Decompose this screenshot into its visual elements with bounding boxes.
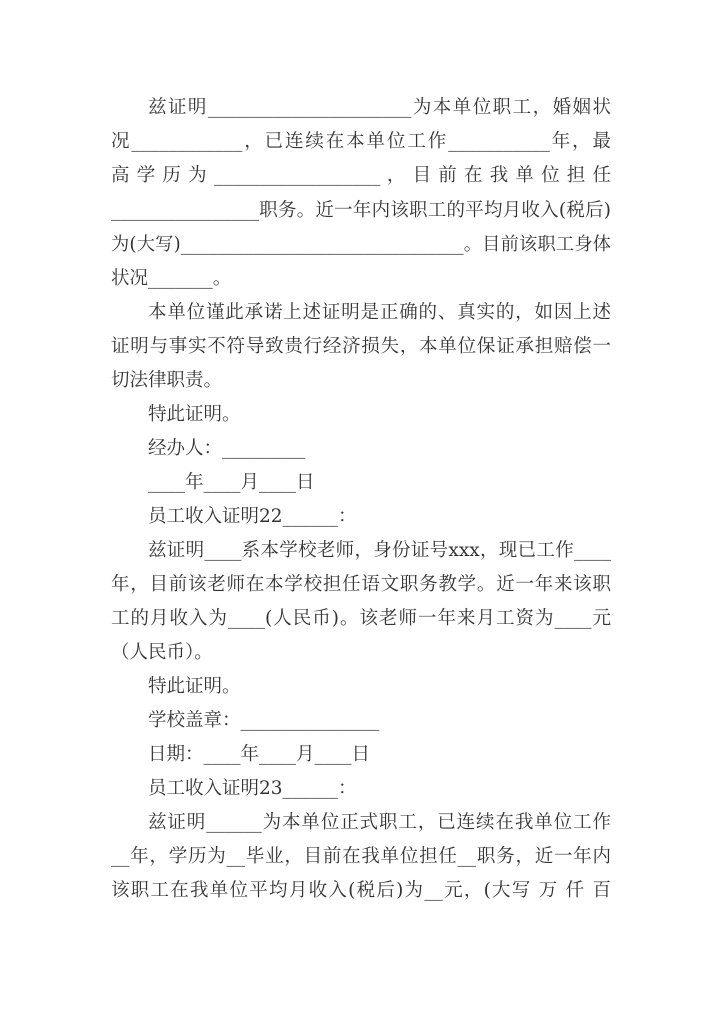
text-line-18: 特此证明。: [148, 676, 241, 697]
text-line-8: 证明与事实不符导致贵行经济损失，本单位保证承担赔偿一: [111, 336, 611, 357]
text-line-14: 兹证明____系本学校老师，身份证号xxx，现已工作____: [148, 540, 611, 561]
text-line-16: 工的月收入为____(人民币)。该老师一年来月工资为____元: [111, 608, 611, 629]
text-line-1: 兹证明______________________为本单位职工，婚姻状: [148, 97, 611, 118]
text-line-10: 特此证明。: [148, 404, 241, 425]
text-line-15: 年，目前该老师在本学校担任语文职务教学。近一年来该职: [111, 574, 611, 595]
text-line-2: 况____________，已连续在本单位工作___________年，最: [111, 131, 611, 152]
text-line-21: 员工收入证明23______：: [148, 778, 357, 799]
text-line-19: 学校盖章：_______________: [148, 710, 380, 731]
text-line-7: 本单位谨此承诺上述证明是正确的、真实的，如因上述: [148, 302, 611, 323]
text-line-13: 员工收入证明22______：: [148, 506, 357, 527]
text-line-3: 高 学 历 为 __________________ ， 目 前 在 我 单 位 担 任: [111, 165, 611, 186]
text-line-4: ________________职务。近一年内该职工的平均月收入(税后): [111, 200, 611, 221]
text-line-24: 该职工在我单位平均月收入(税后)为__元，(大写 万 仟 百: [111, 880, 611, 901]
text-line-17: （人民币）。: [111, 642, 213, 663]
text-line-22: 兹证明______为本单位正式职工，已连续在我单位工作: [148, 812, 611, 833]
text-line-6: 状况_______。: [111, 268, 232, 289]
text-line-20: 日期：____年____月____日: [148, 744, 371, 765]
text-line-11: 经办人：_________: [148, 438, 306, 459]
text-line-5: 为(大写)_______________________________。目前该职工身体: [111, 234, 611, 255]
text-line-12: ____年____月____日: [148, 472, 315, 493]
text-line-23: __年，学历为__毕业，目前在我单位担任__职务，近一年内: [111, 846, 611, 867]
text-line-9: 切法律职责。: [111, 370, 223, 391]
